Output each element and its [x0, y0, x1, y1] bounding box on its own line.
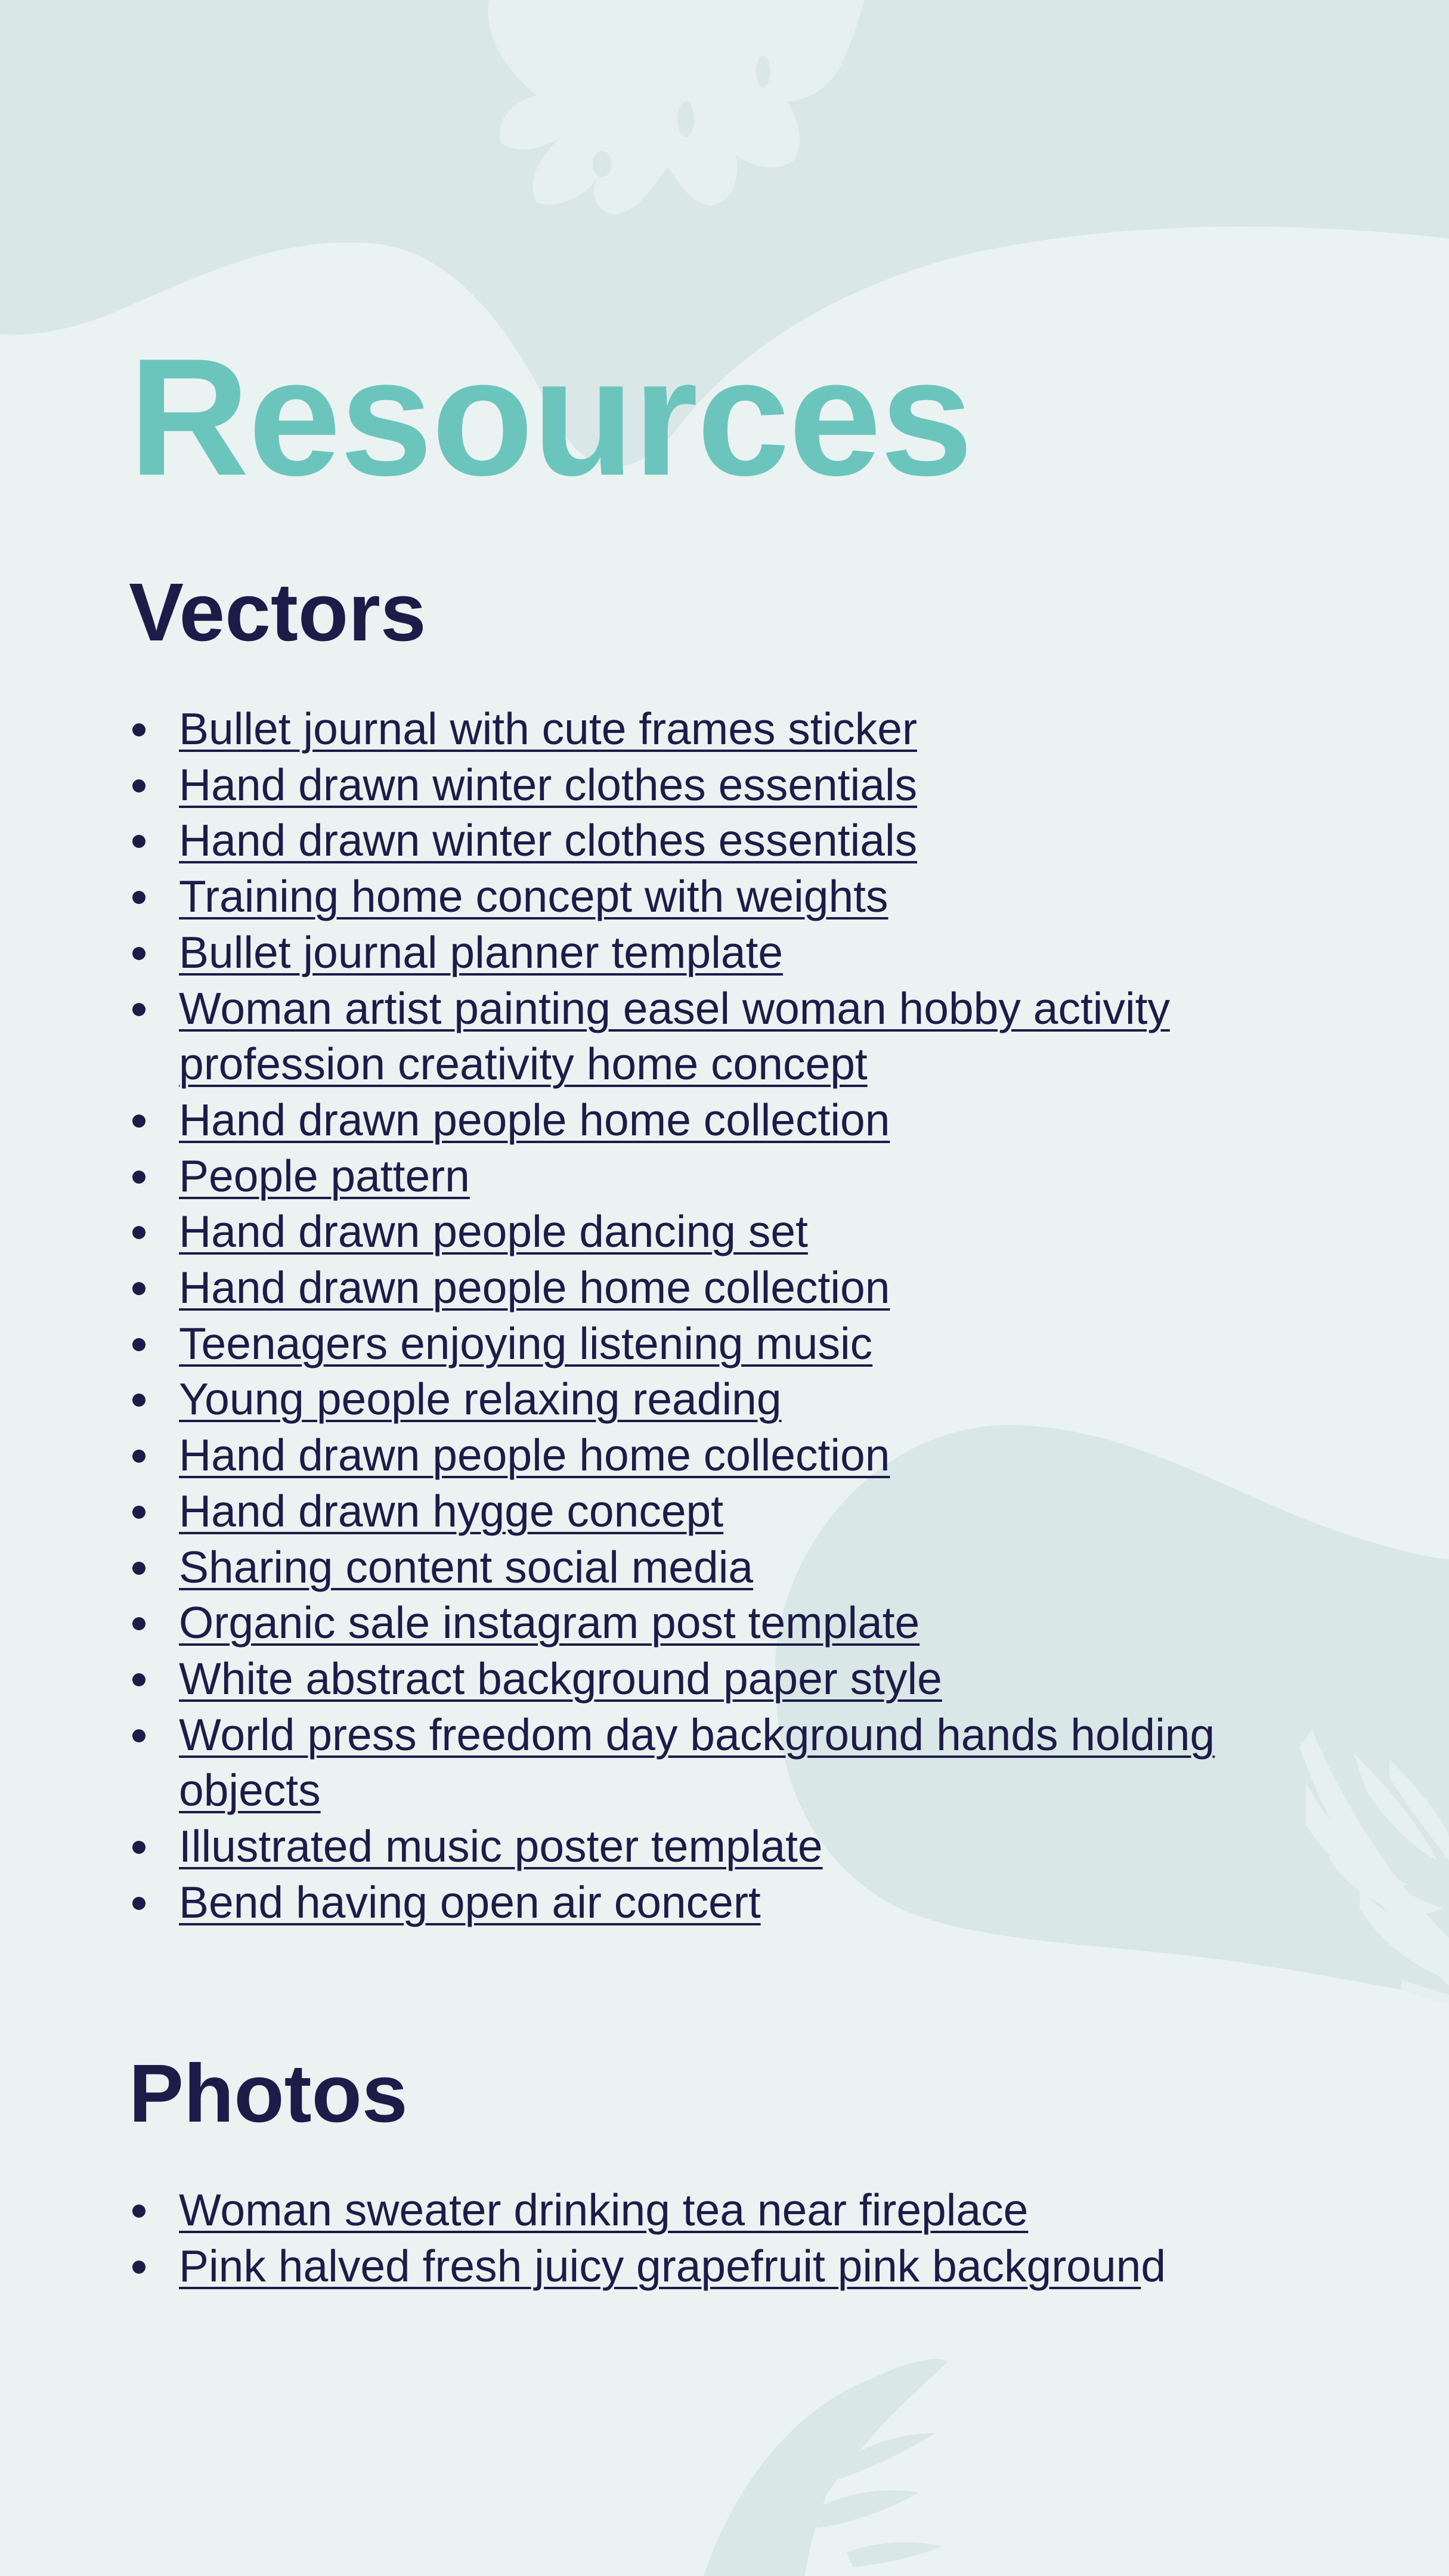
resource-link[interactable]: Woman artist painting easel woman hobby activity profession creativity home concept [179, 983, 1170, 1089]
bullet-icon [132, 2261, 145, 2274]
list-item [129, 1148, 1298, 1205]
bullet-icon [132, 1841, 145, 1854]
resource-link[interactable]: Bullet journal planner template [179, 927, 784, 977]
bullet-icon [132, 891, 145, 904]
photos-list [129, 2182, 1298, 2294]
list-item [129, 869, 1298, 925]
list-item [129, 2238, 1298, 2295]
vectors-list [129, 701, 1298, 1930]
resource-link[interactable]: Hand drawn people home collection [179, 1262, 890, 1313]
bullet-icon [132, 1673, 145, 1686]
bullet-icon [132, 1506, 145, 1519]
bullet-icon [132, 947, 145, 960]
vectors-heading: Vectors [129, 566, 426, 658]
list-item [129, 925, 1298, 981]
list-item [129, 701, 1298, 757]
bullet-icon [132, 1226, 145, 1239]
list-item [129, 1595, 1298, 1651]
resource-link[interactable]: Pink halved fresh juicy grapefruit pink backgroun [179, 2241, 1141, 2292]
list-item [129, 1819, 1298, 1875]
resource-link[interactable]: Hand drawn winter clothes essentials [179, 815, 918, 866]
resource-link[interactable]: Hand drawn winter clothes essentials [179, 759, 918, 810]
resource-link[interactable]: Organic sale instagram post template [179, 1597, 920, 1648]
resource-link[interactable]: Young people relaxing reading [179, 1374, 782, 1425]
resources-content [129, 324, 1321, 2295]
bullet-icon [132, 1171, 145, 1184]
resource-link[interactable]: Bend having open air concert [179, 1877, 761, 1927]
list-item [129, 1316, 1298, 1372]
resource-link[interactable]: White abstract background paper style [179, 1653, 942, 1704]
bullet-icon [132, 1003, 145, 1016]
list-item [129, 1204, 1298, 1260]
list-item [129, 1875, 1298, 1931]
bullet-icon [132, 2205, 145, 2218]
list-item [129, 981, 1298, 1092]
list-item [129, 2182, 1298, 2238]
resource-link[interactable]: Teenagers enjoying listening music [179, 1318, 873, 1368]
bottom-leaf-icon [704, 2359, 948, 2576]
resource-link[interactable]: People pattern [179, 1150, 470, 1201]
bullet-icon [132, 779, 145, 792]
list-item [129, 1092, 1298, 1148]
page-title: Resources [129, 324, 972, 510]
list-item [129, 1428, 1298, 1484]
list-item [129, 1484, 1298, 1540]
resource-link[interactable]: Bullet journal with cute frames sticker [179, 704, 917, 754]
bullet-icon [132, 723, 145, 736]
bullet-icon [132, 1450, 145, 1463]
list-item [129, 1371, 1298, 1428]
bullet-icon [132, 1617, 145, 1630]
list-item [129, 1651, 1298, 1707]
resource-link[interactable]: Hand drawn people home collection [179, 1430, 890, 1481]
list-item [129, 1707, 1298, 1819]
resource-link[interactable]: Training home concept with weights [179, 871, 888, 922]
resource-link[interactable]: Hand drawn people dancing set [179, 1206, 808, 1257]
list-item [129, 813, 1298, 869]
bullet-icon [132, 1729, 145, 1742]
resource-link[interactable]: Sharing content social media [179, 1541, 754, 1592]
list-item [129, 1540, 1298, 1596]
bullet-icon [132, 1114, 145, 1128]
resource-link[interactable]: Hand drawn people home collection [179, 1094, 890, 1145]
bullet-icon [132, 1282, 145, 1295]
bullet-icon [132, 1562, 145, 1575]
resource-link[interactable]: Illustrated music poster template [179, 1821, 823, 1872]
resource-link[interactable]: Hand drawn hygge concept [179, 1485, 724, 1536]
bullet-icon [132, 1338, 145, 1351]
photos-heading: Photos [129, 2048, 408, 2140]
bullet-icon [132, 835, 145, 848]
list-item [129, 757, 1298, 813]
link-trailing-text: d [1141, 2241, 1166, 2292]
list-item [129, 1260, 1298, 1316]
bullet-icon [132, 1394, 145, 1407]
resource-link[interactable]: World press freedom day background hands holding objects [179, 1709, 1215, 1816]
bullet-icon [132, 1897, 145, 1910]
resource-link[interactable]: Woman sweater drinking tea near fireplace [179, 2185, 1029, 2236]
